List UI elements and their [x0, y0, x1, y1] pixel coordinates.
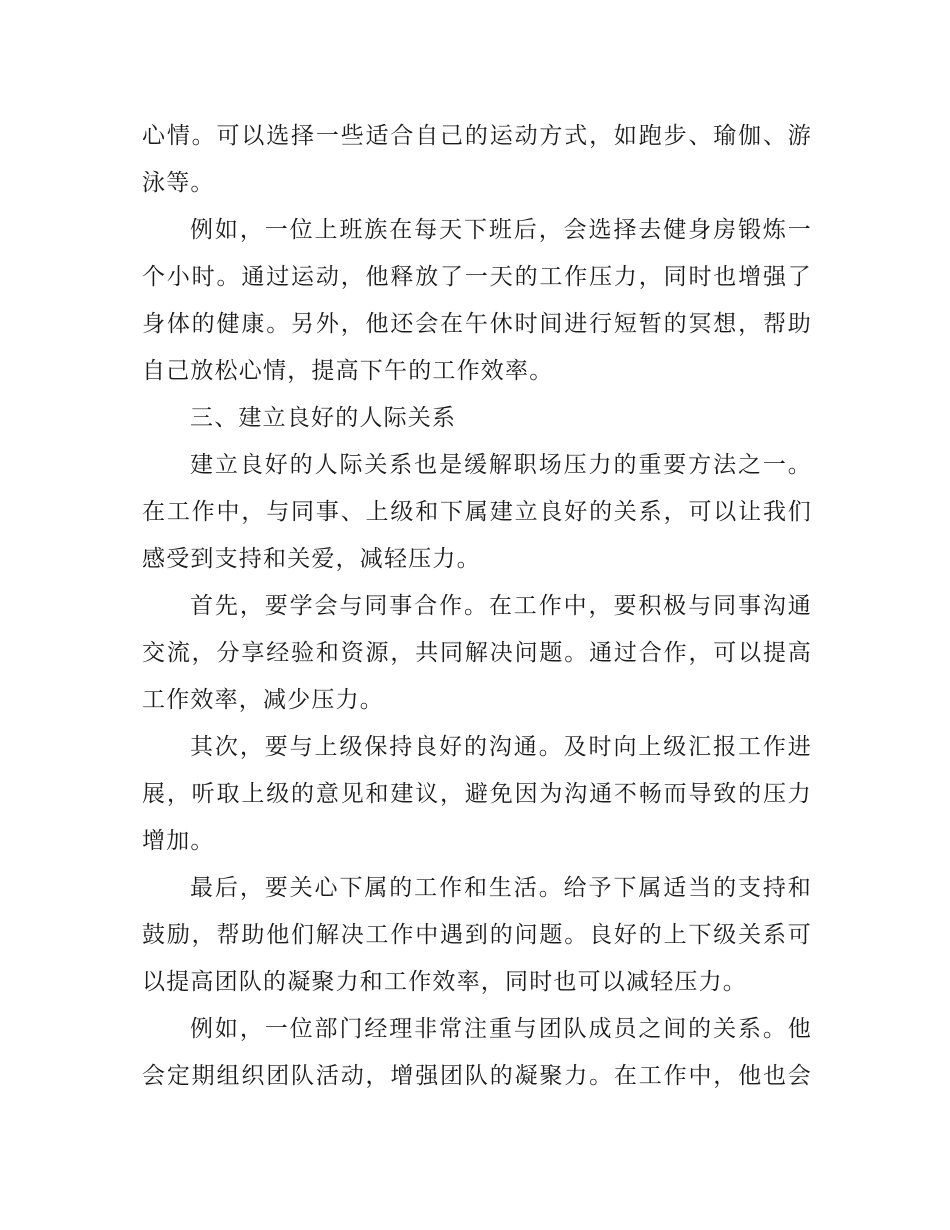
text-line: 建立良好的人际关系也是缓解职场压力的重要方法之一。 — [190, 452, 812, 478]
paragraph — [142, 113, 812, 207]
text-line: 会定期组织团队活动，增强团队的凝聚力。在工作中，他也会 — [142, 1063, 812, 1089]
heading-line: 三、建立良好的人际关系 — [190, 405, 457, 431]
text-line: 以提高团队的凝聚力和工作效率，同时也可以减轻压力。 — [142, 969, 747, 995]
text-line: 身体的健康。另外，他还会在午休时间进行短暂的冥想，帮助 — [142, 311, 812, 337]
text-line: 工作效率，减少压力。 — [142, 687, 384, 713]
text-line: 鼓励，帮助他们解决工作中遇到的问题。良好的上下级关系可 — [142, 922, 812, 948]
text-line: 心情。可以选择一些适合自己的运动方式，如跑步、瑜伽、游 — [142, 123, 812, 149]
text-line: 在工作中，与同事、上级和下属建立良好的关系，可以让我们 — [142, 499, 812, 525]
text-line: 个小时。通过运动，他释放了一天的工作压力，同时也增强了 — [142, 264, 812, 290]
text-line: 例如，一位部门经理非常注重与团队成员之间的关系。他 — [190, 1016, 812, 1042]
text-line: 泳等。 — [142, 170, 215, 196]
paragraph — [142, 724, 812, 865]
paragraph — [142, 207, 812, 395]
text-line: 自己放松心情，提高下午的工作效率。 — [142, 358, 554, 384]
text-line: 展，听取上级的意见和建议，避免因为沟通不畅而导致的压力 — [142, 781, 812, 807]
paragraph — [142, 1006, 812, 1100]
paragraph — [142, 865, 812, 1006]
paragraph — [142, 442, 812, 583]
text-line: 感受到支持和关爱，减轻压力。 — [142, 546, 481, 572]
text-line: 例如，一位上班族在每天下班后，会选择去健身房锻炼一 — [190, 217, 812, 243]
text-line: 其次，要与上级保持良好的沟通。及时向上级汇报工作进 — [190, 734, 812, 760]
document-body — [142, 113, 812, 1100]
text-line: 首先，要学会与同事合作。在工作中，要积极与同事沟通 — [190, 593, 812, 619]
text-line: 增加。 — [142, 828, 215, 854]
paragraph — [142, 583, 812, 724]
text-line: 交流，分享经验和资源，共同解决问题。通过合作，可以提高 — [142, 640, 812, 666]
text-line: 最后，要关心下属的工作和生活。给予下属适当的支持和 — [190, 875, 812, 901]
section-heading — [142, 395, 812, 442]
